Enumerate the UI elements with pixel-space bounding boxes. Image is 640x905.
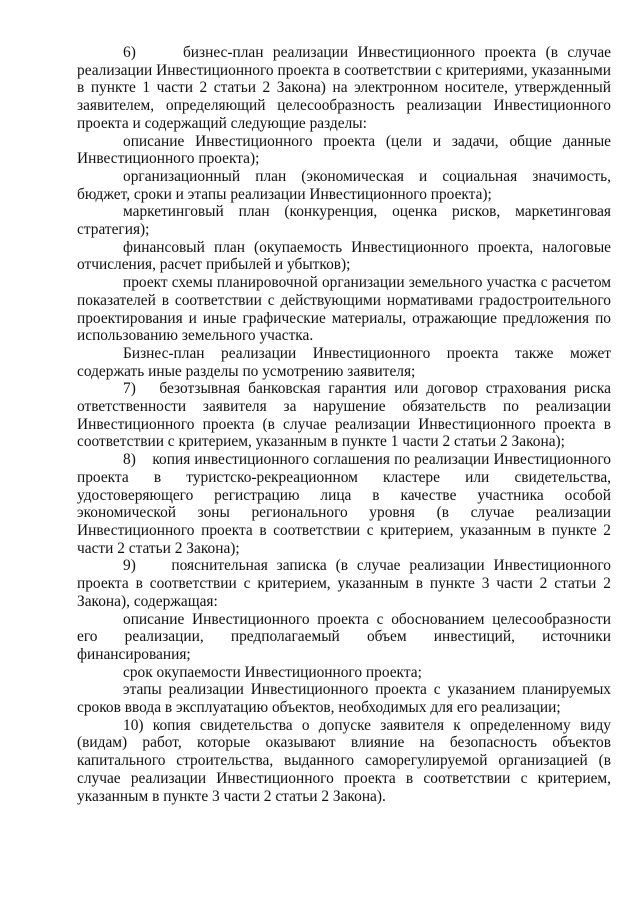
paragraph-section-marketing: маркетинговый план (конкуренция, оценка рисков, маркетинговая стратегия); — [77, 203, 611, 239]
paragraph-item-7: 7) безотзывная банковская гарантия или договор страхования риска ответственности заявителя за нарушение обязательств по реализации Инвестиционного проекта (в случае реализации Инвестиционного проекта в соответствии с критерием, указанным в пункте 1 части 2 статьи 2 Закона); — [77, 380, 611, 451]
paragraph-implementation-stages: этапы реализации Инвестиционного проекта с указанием планируемых сроков ввода в эксплуатацию объектов, необходимых для его реализации; — [77, 681, 611, 717]
paragraph-item-6: 6) бизнес-план реализации Инвестиционного проекта (в случае реализации Инвестиционного проекта в соответствии с критериями, указанными в пункте 1 части 2 статьи 2 Закона) на электронном носителе, утвержденный заявителем, определяющий целесообразность реализации Инвестиционного проекта и содержащий следующие разделы: — [77, 44, 611, 132]
paragraph-section-financial: финансовый план (окупаемость Инвестиционного проекта, налоговые отчисления, расчет прибылей и убытков); — [77, 238, 611, 274]
paragraph-payback-period: срок окупаемости Инвестиционного проекта; — [123, 663, 422, 681]
paragraph-section-land-plan: проект схемы планировочной организации земельного участка с расчетом показателей в соответствии с действующими нормативами градостроительного проектирования и иные графические материалы, отражающие предложения по использованию земельного участка. — [77, 274, 611, 345]
paragraph-explanatory-description: описание Инвестиционного проекта с обоснованием целесообразности его реализации, предполагаемый объем инвестиций, источники финансирования; — [77, 610, 611, 663]
paragraph-item-8: 8) копия инвестиционного соглашения по реализации Инвестиционного проекта в туристско-рекреационном кластере или свидетельства, удостоверяющего регистрацию лица в качестве участника особой экономической зоны регионального уровня (в случае реализации Инвестиционного проекта в соответствии с критерием, указанным в пункте 2 части 2 статьи 2 Закона); — [77, 451, 611, 557]
paragraph-business-plan-note: Бизнес-план реализации Инвестиционного проекта также может содержать иные разделы по усмотрению заявителя; — [77, 344, 611, 380]
paragraph-item-10: 10) копия свидетельства о допуске заявителя к определенному виду (видам) работ, которые оказывают влияние на безопасность объектов капитального строительства, выданного саморегулируемой организацией (в случае реализации Инвестиционного проекта в соответствии с критерием, указанным в пункте 3 части 2 статьи 2 Закона). — [77, 716, 611, 805]
paragraph-section-organizational: организационный план (экономическая и социальная значимость, бюджет, сроки и этапы реализации Инвестиционного проекта); — [77, 167, 611, 203]
paragraph-section-description: описание Инвестиционного проекта (цели и задачи, общие данные Инвестиционного проекта); — [77, 132, 611, 168]
document-body — [77, 44, 611, 805]
paragraph-item-9: 9) пояснительная записка (в случае реализации Инвестиционного проекта в соответствии с критерием, указанным в пункте 3 части 2 статьи 2 Закона), содержащая: — [77, 557, 611, 610]
